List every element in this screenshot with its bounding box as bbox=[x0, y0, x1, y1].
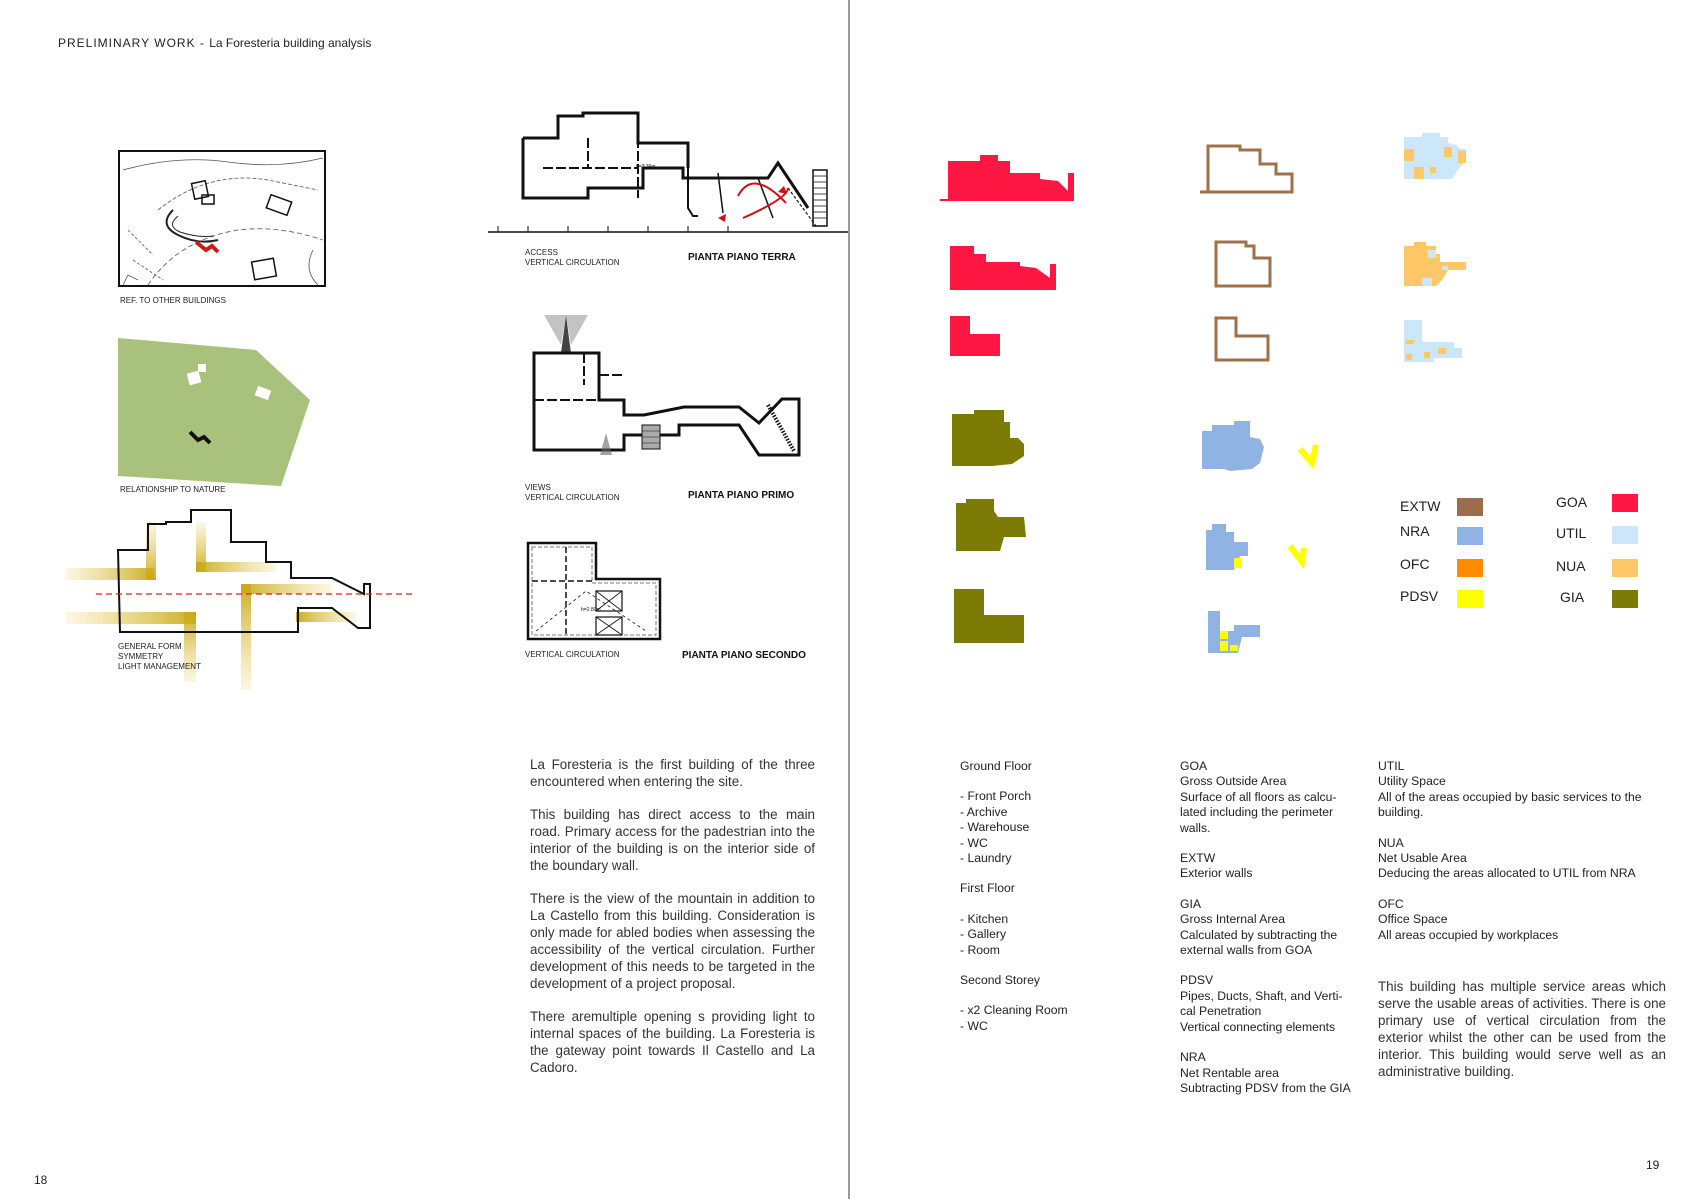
note-line: VERTICAL CIRCULATION bbox=[525, 493, 620, 502]
extw-ground-shape bbox=[1198, 142, 1296, 196]
legend-label-util: UTIL bbox=[1556, 525, 1587, 541]
def-line: Exterior walls bbox=[1180, 866, 1253, 881]
plan-second-title: PIANTA PIANO SECONDO bbox=[682, 650, 806, 661]
nra-second-shape bbox=[1206, 609, 1262, 657]
plan-second-floor bbox=[526, 541, 662, 641]
legend-swatch-ofc bbox=[1457, 559, 1483, 577]
def-code: GOA bbox=[1180, 759, 1208, 773]
plan-first-notes bbox=[525, 483, 620, 503]
extw-second-shape bbox=[1214, 316, 1272, 364]
util-ground-shape bbox=[1400, 131, 1472, 183]
def-line: Subtracting PDSV from the GIA bbox=[1180, 1080, 1351, 1095]
room-item: - Kitchen bbox=[960, 911, 1009, 926]
def-code: UTIL bbox=[1378, 759, 1405, 773]
room-item: - Front Porch bbox=[960, 789, 1032, 804]
site-context-map bbox=[118, 150, 326, 287]
def-line: Office Space bbox=[1378, 912, 1448, 927]
def-code: PDSV bbox=[1180, 973, 1214, 988]
plan-ground-title: PIANTA PIANO TERRA bbox=[688, 252, 796, 263]
util-second-shape bbox=[1402, 318, 1466, 362]
goa-second-shape bbox=[950, 316, 1004, 356]
note-line: VIEWS bbox=[525, 483, 551, 492]
nra-ground-shape bbox=[1200, 419, 1320, 477]
def-code: OFC bbox=[1378, 896, 1404, 911]
floor-title: Ground Floor bbox=[960, 759, 1032, 773]
def-line: cal Penetration bbox=[1180, 1004, 1262, 1019]
floors-column bbox=[960, 759, 1150, 1034]
room-item: - WC bbox=[960, 835, 988, 850]
note-line: VERTICAL CIRCULATION bbox=[525, 650, 620, 659]
caption-general-form bbox=[118, 642, 201, 672]
header-title: PRELIMINARY WORK - bbox=[58, 36, 210, 50]
room-item: - Laundry bbox=[960, 851, 1012, 866]
caption-form-line: SYMMETRY bbox=[118, 652, 164, 661]
right-paragraph: This building has multiple service areas which serve the usable areas of activities. There is one primary use of vertical circulation from the exterior whilst the other can be used from the interior. This building would serve well as an administrative building. bbox=[1378, 979, 1666, 1079]
right-page bbox=[850, 0, 1696, 1199]
caption-nature: RELATIONSHIP TO NATURE bbox=[120, 485, 226, 494]
nua-first-shape bbox=[1402, 240, 1468, 288]
svg-text:h=2.80m: h=2.80m bbox=[581, 607, 601, 613]
plan-ground-floor bbox=[488, 108, 848, 236]
def-line: Deducing the areas allocated to UTIL from NRA bbox=[1378, 866, 1636, 881]
legend-swatch-nua bbox=[1612, 559, 1638, 577]
legend-swatch-gia bbox=[1612, 590, 1638, 608]
header-subtitle: La Foresteria building analysis bbox=[209, 36, 372, 50]
body-paragraph: There aremultiple opening s providing light to internal spaces of the building. La Foresteria is the gateway point towards Il Castello and La Cadoro. bbox=[530, 1009, 815, 1075]
room-item: - x2 Cleaning Room bbox=[960, 1003, 1068, 1018]
gia-first-shape bbox=[954, 497, 1030, 555]
caption-form-line: LIGHT MANAGEMENT bbox=[118, 662, 201, 671]
legend-label-gia: GIA bbox=[1560, 589, 1585, 605]
room-item: - WC bbox=[960, 1018, 988, 1033]
legend-swatch-extw bbox=[1457, 498, 1483, 516]
body-paragraph: La Foresteria is the first building of the three encountered when entering the site. bbox=[530, 757, 815, 789]
def-line: external walls from GOA bbox=[1180, 943, 1313, 958]
body-paragraph: There is the view of the mountain in addition to La Castello from this building. Consideration is only made for abled bodies when assessing the accessibility of the vertical circulation. Further development of this needs to be targeted in the development of a project proposal. bbox=[530, 891, 815, 991]
def-line: All areas occupied by workplaces bbox=[1378, 927, 1559, 942]
def-line: Net Usable Area bbox=[1378, 851, 1467, 866]
def-line: Vertical connecting elements bbox=[1180, 1019, 1336, 1034]
room-item: - Warehouse bbox=[960, 820, 1030, 835]
def-line: All of the areas occupied by basic services to the bbox=[1378, 789, 1642, 804]
def-line: Net Rentable area bbox=[1180, 1065, 1279, 1080]
nra-first-shape bbox=[1204, 522, 1320, 574]
note-line: VERTICAL CIRCULATION bbox=[525, 258, 620, 267]
def-line: Gross Outside Area bbox=[1180, 774, 1287, 789]
extw-first-shape bbox=[1214, 240, 1274, 290]
def-line: Utility Space bbox=[1378, 774, 1446, 789]
def-line: Calculated by subtracting the bbox=[1180, 927, 1338, 942]
legend-label-extw: EXTW bbox=[1400, 498, 1441, 514]
plan-first-floor bbox=[524, 315, 799, 463]
def-code: GIA bbox=[1180, 896, 1201, 911]
def-line: lated including the perimeter bbox=[1180, 805, 1334, 820]
def-code: NRA bbox=[1180, 1050, 1206, 1065]
plan-second-notes bbox=[525, 650, 620, 660]
room-item: - Room bbox=[960, 942, 1000, 957]
svg-text:h=3.36m: h=3.36m bbox=[636, 164, 656, 170]
caption-form-line: GENERAL FORM bbox=[118, 642, 182, 651]
page-number-left: 18 bbox=[34, 1173, 48, 1187]
goa-ground-shape bbox=[940, 153, 1080, 201]
gia-ground-shape bbox=[950, 408, 1030, 466]
def-line: building. bbox=[1378, 805, 1424, 820]
def-line: Gross Internal Area bbox=[1180, 912, 1285, 927]
definitions-column-3 bbox=[1378, 759, 1668, 943]
plan-first-title: PIANTA PIANO PRIMO bbox=[688, 490, 795, 501]
def-line: walls. bbox=[1180, 820, 1211, 835]
legend-label-goa: GOA bbox=[1556, 494, 1588, 510]
definitions-column-2 bbox=[1180, 759, 1370, 1096]
goa-first-shape bbox=[950, 242, 1058, 290]
caption-ref-buildings: REF. TO OTHER BUILDINGS bbox=[120, 296, 226, 305]
legend-label-nua: NUA bbox=[1556, 558, 1586, 574]
legend-swatch-pdsv bbox=[1457, 590, 1483, 608]
def-line: Surface of all floors as calcu- bbox=[1180, 789, 1337, 804]
body-text bbox=[530, 756, 815, 1092]
legend-swatch-util bbox=[1612, 526, 1638, 544]
legend-label-nra: NRA bbox=[1400, 523, 1430, 539]
def-code: NUA bbox=[1378, 835, 1404, 850]
plan-ground-notes bbox=[525, 248, 620, 268]
body-paragraph: This building has direct access to the main road. Primary access for the padestrian into the interior of the building is on the interior side of the boundary wall. bbox=[530, 807, 815, 873]
nature-relationship-diagram bbox=[118, 338, 313, 486]
page-number-right: 19 bbox=[1646, 1158, 1660, 1172]
legend-label-ofc: OFC bbox=[1400, 556, 1430, 572]
def-line: Pipes, Ducts, Shaft, and Verti- bbox=[1180, 988, 1343, 1003]
floor-title: Second Storey bbox=[960, 973, 1040, 988]
note-line: ACCESS bbox=[525, 248, 558, 257]
page-header bbox=[58, 36, 371, 50]
def-code: EXTW bbox=[1180, 851, 1216, 866]
legend-swatch-goa bbox=[1612, 494, 1638, 512]
floor-title: First Floor bbox=[960, 881, 1015, 896]
room-item: - Archive bbox=[960, 804, 1008, 819]
gia-second-shape bbox=[952, 587, 1028, 645]
room-item: - Gallery bbox=[960, 927, 1007, 942]
legend-swatch-nra bbox=[1457, 527, 1483, 545]
legend-label-pdsv: PDSV bbox=[1400, 588, 1439, 604]
